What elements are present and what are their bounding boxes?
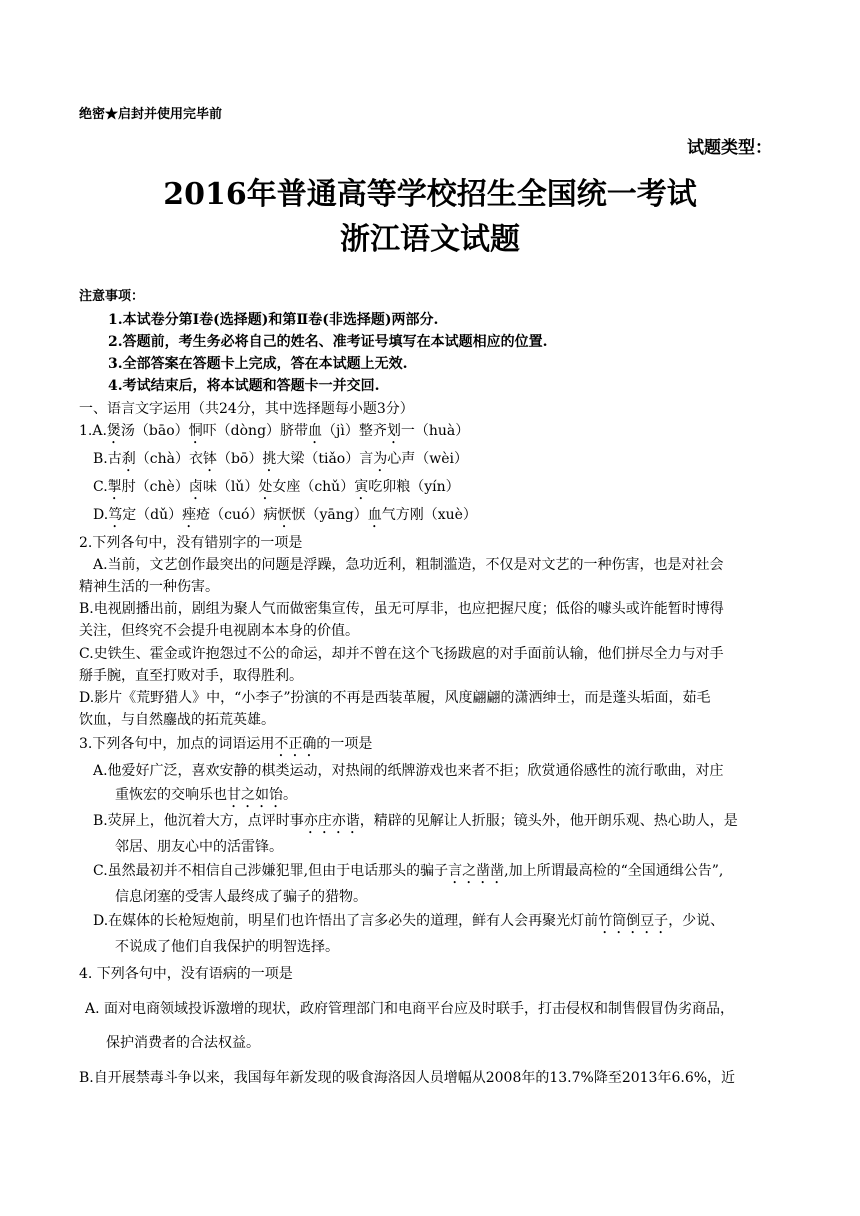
q2-option-c-cont: 掰手腕，直至打败对手，取得胜利。: [79, 668, 303, 684]
exam-title: 2016年普通高等学校招生全国统一考试: [163, 177, 697, 212]
q3-option-c-cont: 信息闭塞的受害人最终成了骗子的猎物。: [115, 889, 367, 905]
q4-stem: 4. 下列各句中，没有语病的一项是: [79, 966, 293, 982]
q3-option-c: C.虽然最初并不相信自己涉嫌犯罪,但由于电话那头的骗子言之凿凿,加上所谓最高检的“全国通缉公告”,: [93, 863, 724, 879]
q1-option-c: C.掣肘（chè）卤味（lǔ）处女座（chǔ）寅吃卯粮（yín）: [93, 479, 460, 495]
q3-option-a: A.他爱好广泛，喜欢安静的棋类运动，对热闹的纸牌游戏也来者不拒；欣赏通俗感性的流行歌曲，对庄: [93, 763, 724, 779]
q2-option-c: C.史铁生、霍金或许抱怨过不公的命运，却并不曾在这个飞扬跋扈的对手面前认输，他们拼尽全力与对手: [79, 646, 724, 662]
notes-heading: 注意事项：: [79, 289, 145, 304]
section-heading: 一、语言文字运用（共24分，其中选择题每小题3分）: [79, 401, 414, 417]
q4-option-a: A. 面对电商领域投诉激增的现状，政府管理部门和电商平台应及时联手，打击侵权和制售假冒伪劣商品，: [85, 1001, 735, 1017]
confidential-label: 绝密★启封并使用完毕前: [79, 107, 223, 122]
q1-option-d: D.笃定（dǔ）痤疮（cuó）病恹恹（yāng）血气方刚（xuè）: [93, 507, 477, 523]
q4-option-b: B.自开展禁毒斗争以来，我国每年新发现的吸食海洛因人员增幅从2008年的13.7%降至2013年6.6%，近: [79, 1070, 736, 1086]
q1-option-a: 1.A.煲汤（bāo）恫吓（dòng）脐带血（jì）整齐划一（huà）: [79, 423, 470, 439]
q4-option-a-cont: 保护消费者的合法权益。: [106, 1035, 260, 1051]
note-item: 1.本试卷分第Ⅰ卷(选择题)和第Ⅱ卷(非选择题)两部分.: [108, 312, 439, 328]
q2-stem: 2.下列各句中，没有错别字的一项是: [79, 535, 303, 551]
q2-option-d-cont: 饮血，与自然鏖战的拓荒英雄。: [79, 712, 275, 728]
question-type-label: 试题类型：: [687, 138, 772, 158]
q3-option-b-cont: 邻居、朋友心中的活雷锋。: [115, 839, 283, 855]
q3-option-b: B.荧屏上，他沉着大方，点评时事亦庄亦谐，精辟的见解让人折服；镜头外，他开朗乐观、热心助人，是: [93, 813, 738, 829]
q3-option-d-cont: 不说成了他们自我保护的明智选择。: [115, 939, 339, 955]
q3-option-d: D.在媒体的长枪短炮前，明星们也许悟出了言多必失的道理，鲜有人会再聚光灯前竹筒倒豆子，少说、: [93, 913, 725, 929]
q2-option-b-cont: 关注，但终究不会提升电视剧本本身的价值。: [79, 623, 359, 639]
q2-option-d: D.影片《荒野猎人》中，“小李子”扮演的不再是西装革履，风度翩翩的潇洒绅士，而是蓬头垢面，茹毛: [79, 690, 711, 706]
note-item: 4.考试结束后，将本试题和答题卡一并交回.: [108, 378, 380, 394]
q2-option-a-cont: 精神生活的一种伤害。: [79, 579, 219, 595]
note-item: 3.全部答案在答题卡上完成，答在本试题上无效.: [108, 356, 408, 372]
q2-option-a: A.当前，文艺创作最突出的问题是浮躁，急功近利，粗制滥造，不仅是对文艺的一种伤害，也是对社会: [93, 557, 724, 573]
q3-stem: 3.下列各句中，加点的词语运用不正确的一项是: [79, 736, 373, 752]
q3-option-a-cont: 重恢宏的交响乐也甘之如饴。: [115, 787, 297, 803]
q2-option-b: B.电视剧播出前，剧组为聚人气而做密集宣传，虽无可厚非，也应把握尺度；低俗的噱头或许能暂时博得: [79, 601, 724, 617]
q1-option-b: B.古刹（chà）衣钵（bō）挑大梁（tiǎo）言为心声（wèi）: [93, 451, 468, 467]
note-item: 2.答题前，考生务必将自己的姓名、准考证号填写在本试题相应的位置.: [108, 334, 548, 350]
exam-subtitle: 浙江语文试题: [340, 222, 520, 257]
